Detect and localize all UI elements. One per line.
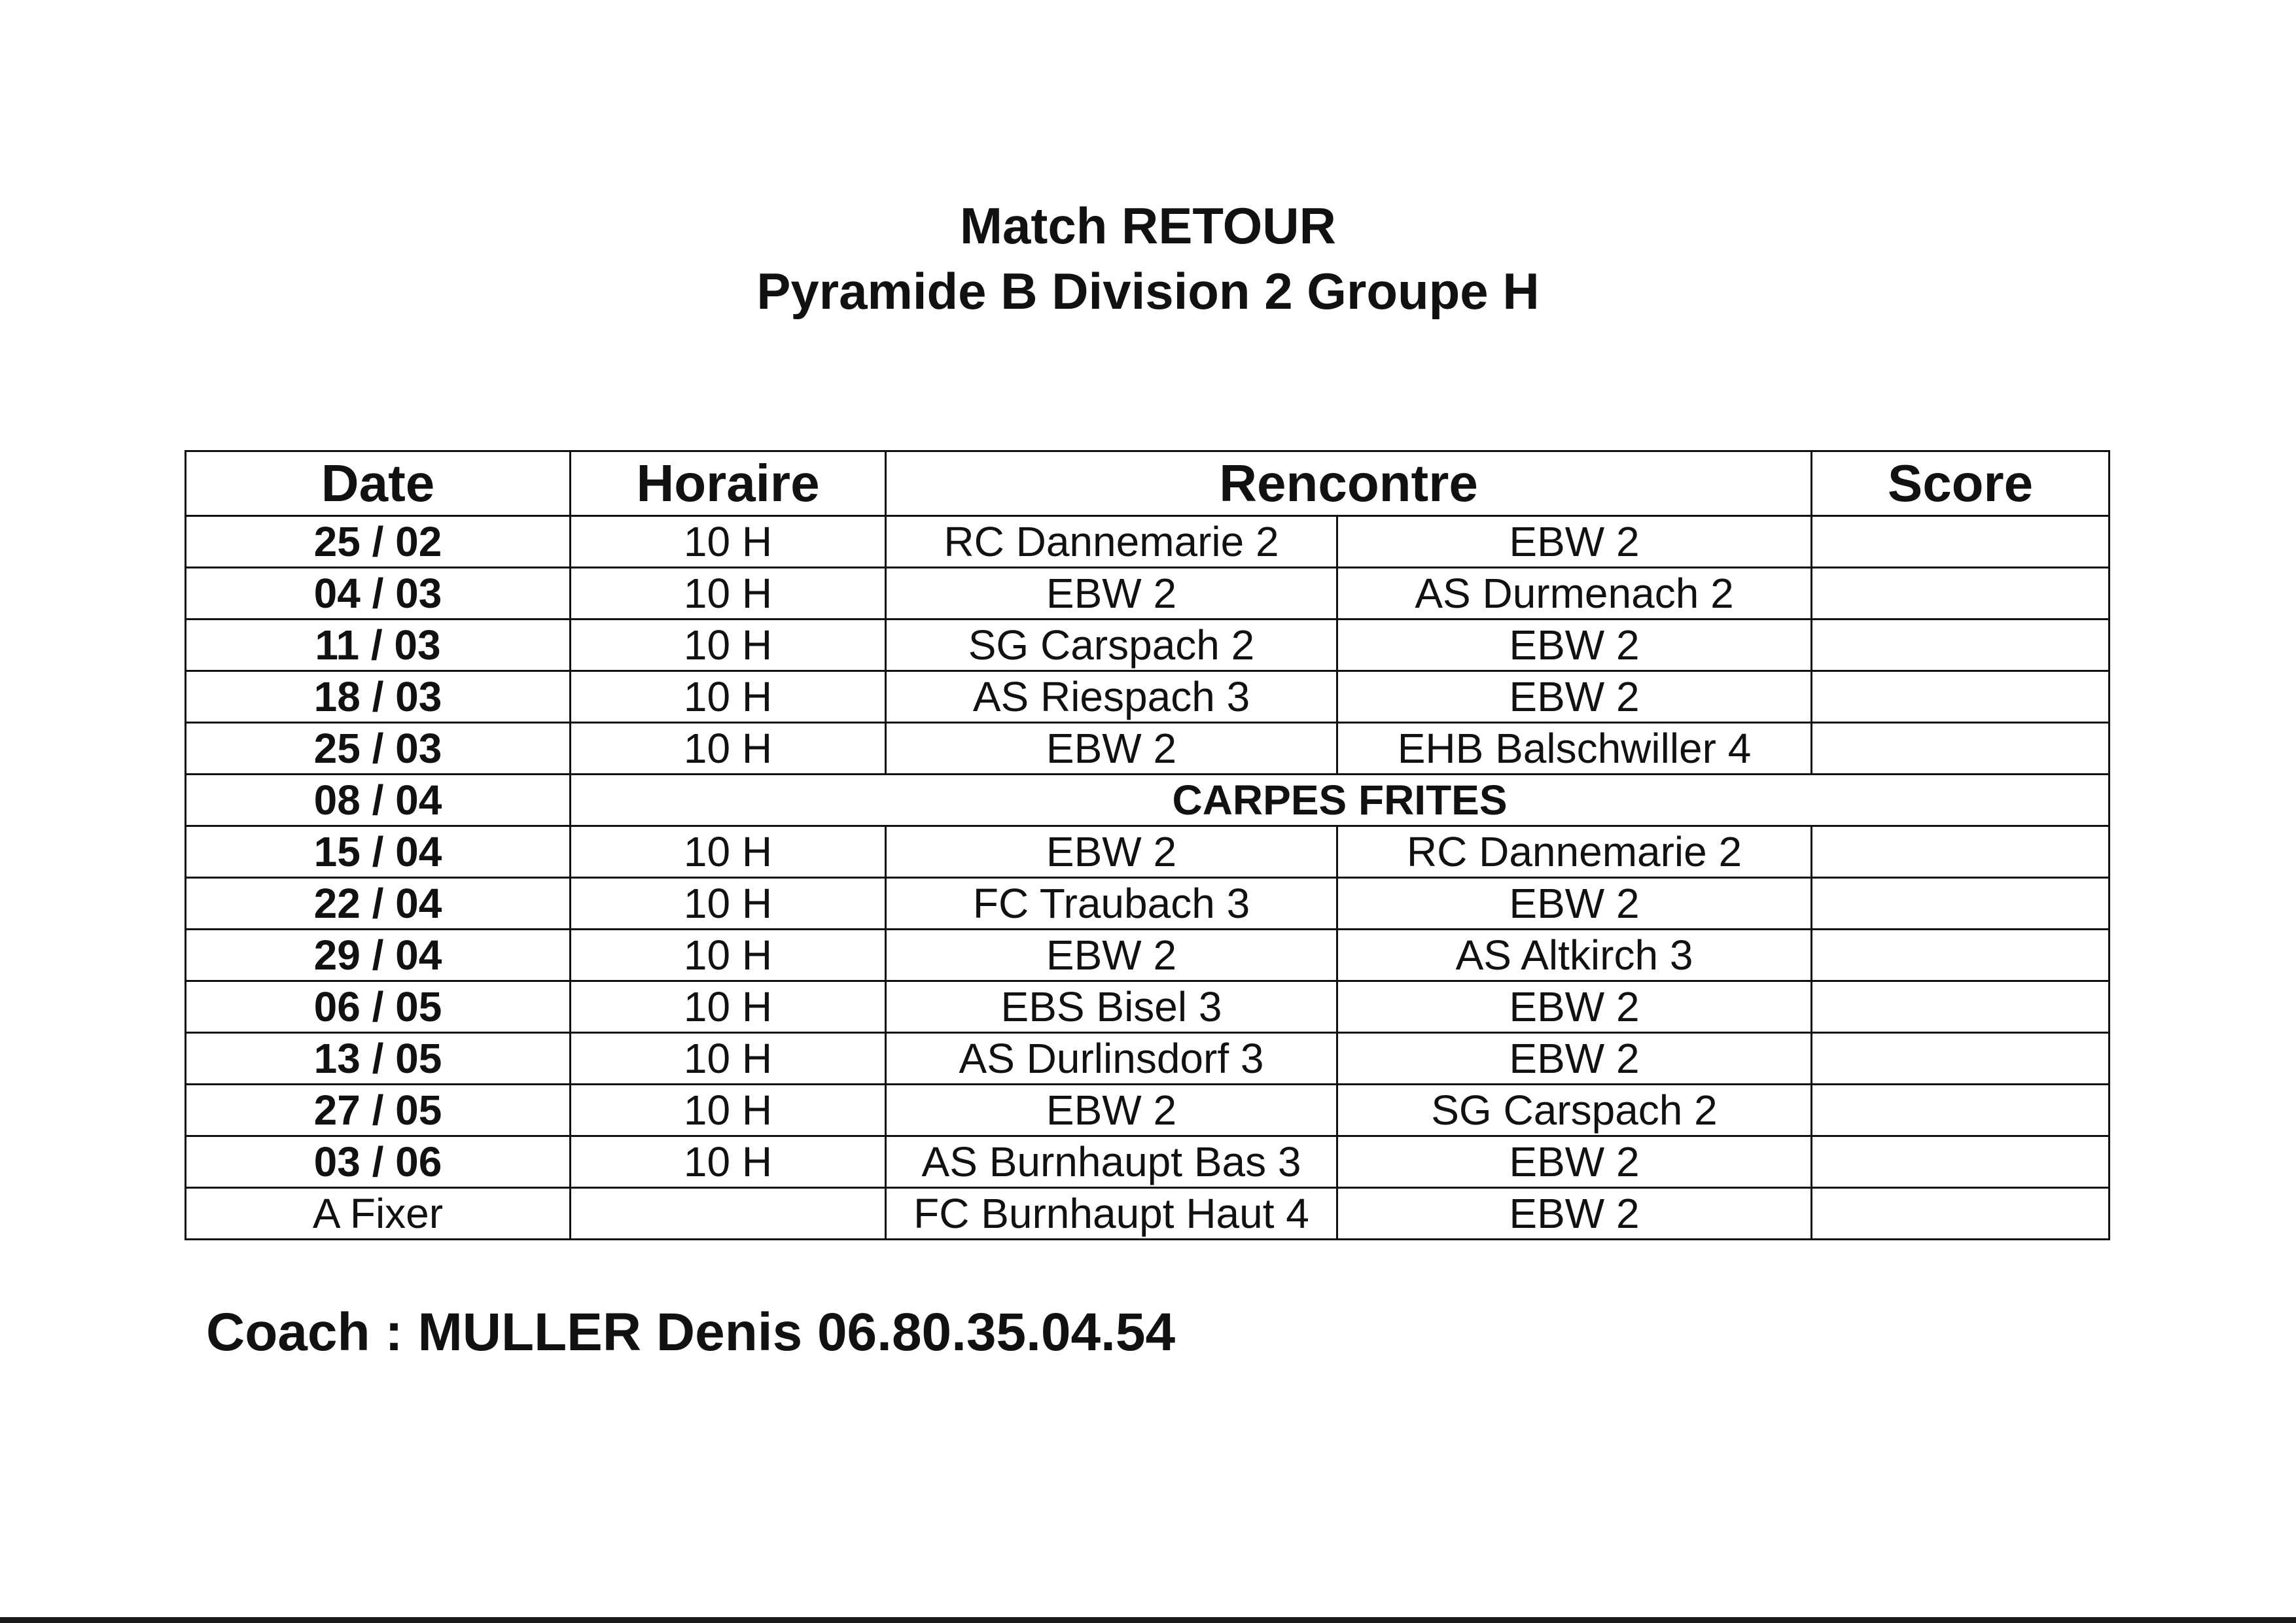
date-cell: 25 / 03 bbox=[186, 723, 571, 775]
date-cell: 13 / 05 bbox=[186, 1033, 571, 1085]
header-score: Score bbox=[1812, 451, 2110, 516]
table-row bbox=[186, 1136, 2110, 1188]
score-cell bbox=[1812, 1188, 2110, 1240]
home-team-cell: EBW 2 bbox=[886, 826, 1337, 878]
home-team-cell: AS Riespach 3 bbox=[886, 671, 1337, 723]
date-cell: 06 / 05 bbox=[186, 981, 571, 1033]
date-cell: 27 / 05 bbox=[186, 1085, 571, 1136]
special-event-cell: CARPES FRITES bbox=[571, 775, 2110, 826]
home-team-cell: AS Burnhaupt Bas 3 bbox=[886, 1136, 1337, 1188]
time-cell: 10 H bbox=[571, 1136, 886, 1188]
table-row bbox=[186, 516, 2110, 568]
title-line-1: Match RETOUR bbox=[960, 197, 1336, 254]
home-team-cell: FC Burnhaupt Haut 4 bbox=[886, 1188, 1337, 1240]
time-cell: 10 H bbox=[571, 723, 886, 775]
away-team-cell: EBW 2 bbox=[1337, 1188, 1812, 1240]
away-team-cell: AS Durmenach 2 bbox=[1337, 568, 1812, 620]
time-cell: 10 H bbox=[571, 516, 886, 568]
time-cell: 10 H bbox=[571, 1085, 886, 1136]
score-cell bbox=[1812, 930, 2110, 981]
home-team-cell: EBW 2 bbox=[886, 723, 1337, 775]
date-cell: 03 / 06 bbox=[186, 1136, 571, 1188]
score-cell bbox=[1812, 671, 2110, 723]
time-cell: 10 H bbox=[571, 1033, 886, 1085]
home-team-cell: EBS Bisel 3 bbox=[886, 981, 1337, 1033]
table-row bbox=[186, 620, 2110, 671]
date-cell: 18 / 03 bbox=[186, 671, 571, 723]
schedule-body bbox=[186, 516, 2110, 1240]
time-cell: 10 H bbox=[571, 878, 886, 930]
date-cell: 15 / 04 bbox=[186, 826, 571, 878]
table-row bbox=[186, 723, 2110, 775]
away-team-cell: AS Altkirch 3 bbox=[1337, 930, 1812, 981]
away-team-cell: EBW 2 bbox=[1337, 1136, 1812, 1188]
score-cell bbox=[1812, 1033, 2110, 1085]
date-cell: 04 / 03 bbox=[186, 568, 571, 620]
date-cell: 08 / 04 bbox=[186, 775, 571, 826]
table-row bbox=[186, 775, 2110, 826]
date-cell: 22 / 04 bbox=[186, 878, 571, 930]
home-team-cell: FC Traubach 3 bbox=[886, 878, 1337, 930]
away-team-cell: EBW 2 bbox=[1337, 516, 1812, 568]
home-team-cell: SG Carspach 2 bbox=[886, 620, 1337, 671]
home-team-cell: RC Dannemarie 2 bbox=[886, 516, 1337, 568]
time-cell: 10 H bbox=[571, 826, 886, 878]
table-row bbox=[186, 1085, 2110, 1136]
date-cell: 11 / 03 bbox=[186, 620, 571, 671]
time-cell: 10 H bbox=[571, 671, 886, 723]
document-title bbox=[0, 193, 2296, 324]
date-cell: 25 / 02 bbox=[186, 516, 571, 568]
table-row bbox=[186, 671, 2110, 723]
date-cell: A Fixer bbox=[186, 1188, 571, 1240]
time-cell bbox=[571, 1188, 886, 1240]
home-team-cell: EBW 2 bbox=[886, 1085, 1337, 1136]
home-team-cell: AS Durlinsdorf 3 bbox=[886, 1033, 1337, 1085]
score-cell bbox=[1812, 981, 2110, 1033]
title-line-2: Pyramide B Division 2 Groupe H bbox=[756, 262, 1540, 320]
header-horaire: Horaire bbox=[571, 451, 886, 516]
coach-contact: Coach : MULLER Denis 06.80.35.04.54 bbox=[206, 1302, 1176, 1362]
score-cell bbox=[1812, 826, 2110, 878]
table-header-row bbox=[186, 451, 2110, 516]
score-cell bbox=[1812, 516, 2110, 568]
score-cell bbox=[1812, 1085, 2110, 1136]
away-team-cell: EBW 2 bbox=[1337, 620, 1812, 671]
away-team-cell: EBW 2 bbox=[1337, 878, 1812, 930]
away-team-cell: EBW 2 bbox=[1337, 1033, 1812, 1085]
table-row bbox=[186, 826, 2110, 878]
date-cell: 29 / 04 bbox=[186, 930, 571, 981]
header-rencontre: Rencontre bbox=[886, 451, 1812, 516]
table-row bbox=[186, 878, 2110, 930]
scan-bottom-edge bbox=[0, 1617, 2296, 1623]
away-team-cell: EBW 2 bbox=[1337, 671, 1812, 723]
score-cell bbox=[1812, 620, 2110, 671]
time-cell: 10 H bbox=[571, 981, 886, 1033]
score-cell bbox=[1812, 723, 2110, 775]
table-row bbox=[186, 930, 2110, 981]
table-row bbox=[186, 1033, 2110, 1085]
time-cell: 10 H bbox=[571, 568, 886, 620]
away-team-cell: RC Dannemarie 2 bbox=[1337, 826, 1812, 878]
schedule-table bbox=[185, 450, 2110, 1240]
home-team-cell: EBW 2 bbox=[886, 930, 1337, 981]
table-row bbox=[186, 981, 2110, 1033]
table-row bbox=[186, 568, 2110, 620]
header-date: Date bbox=[186, 451, 571, 516]
table-row bbox=[186, 1188, 2110, 1240]
score-cell bbox=[1812, 878, 2110, 930]
home-team-cell: EBW 2 bbox=[886, 568, 1337, 620]
away-team-cell: EHB Balschwiller 4 bbox=[1337, 723, 1812, 775]
away-team-cell: EBW 2 bbox=[1337, 981, 1812, 1033]
score-cell bbox=[1812, 568, 2110, 620]
time-cell: 10 H bbox=[571, 930, 886, 981]
score-cell bbox=[1812, 1136, 2110, 1188]
time-cell: 10 H bbox=[571, 620, 886, 671]
away-team-cell: SG Carspach 2 bbox=[1337, 1085, 1812, 1136]
